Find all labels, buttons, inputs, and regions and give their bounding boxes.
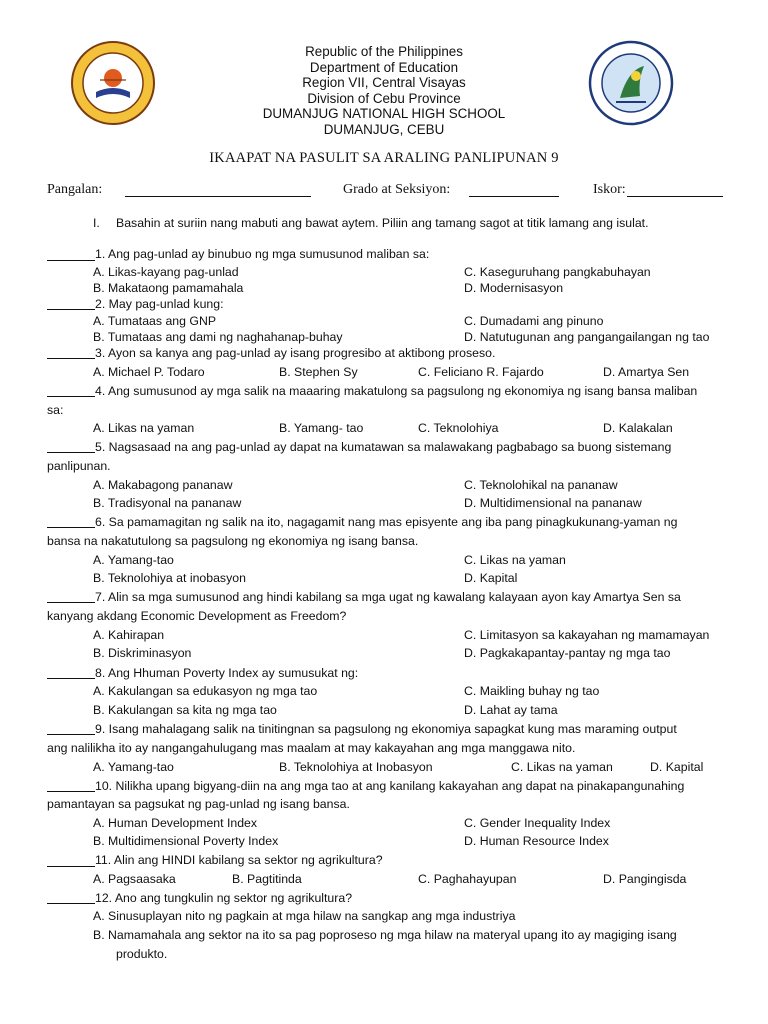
choice-b: B. Pagtitinda xyxy=(232,872,302,886)
choice-d: D. Pangingisda xyxy=(603,872,687,886)
answer-blank[interactable] xyxy=(47,309,95,310)
name-field[interactable] xyxy=(125,196,311,197)
choice-b: B. Multidimensional Poverty Index xyxy=(93,834,279,848)
question-text: 10. Nilikha upang bigyang-diin na ang mga tao at ang kanilang kakayahan ang dapat na pinakapangunahing xyxy=(95,779,685,793)
choice-c: C. Likas na yaman xyxy=(511,760,613,774)
answer-blank[interactable] xyxy=(47,866,95,867)
answer-blank[interactable] xyxy=(47,527,95,528)
choice-b: B. Namamahala ang sektor na ito sa pag poproseso ng mga hilaw na materyal upang ito ay magiging isang xyxy=(93,928,677,942)
choice-d: D. Natutugunan ang pangangailangan ng tao xyxy=(464,330,710,344)
choice-a: A. Sinusuplayan nito ng pagkain at mga hilaw na sangkap ang mga industriya xyxy=(93,909,516,923)
instruction-text: Basahin at suriin nang mabuti ang bawat aytem. Piliin ang tamang sagot at titik lamang ang isulat. xyxy=(116,216,649,230)
choice-a: A. Tumataas ang GNP xyxy=(93,314,217,328)
name-label: Pangalan: xyxy=(47,182,103,197)
question-text: 1. Ang pag-unlad ay binubuo ng mga sumusunod maliban sa: xyxy=(95,247,430,261)
choice-d: D. Human Resource Index xyxy=(464,834,609,848)
choice-a: A. Human Development Index xyxy=(93,816,258,830)
choice-b: B. Yamang- tao xyxy=(279,421,364,435)
choice-c: C. Gender Inequality Index xyxy=(464,816,611,830)
question-text-cont: pamantayan sa pagsukat ng pag-unlad ng isang bansa. xyxy=(47,797,350,811)
choice-d: D. Kalakalan xyxy=(603,421,673,435)
choice-a: A. Kakulangan sa edukasyon ng mga tao xyxy=(93,684,318,698)
score-field[interactable] xyxy=(627,196,723,197)
choice-b: B. Teknolohiya at Inobasyon xyxy=(279,760,433,774)
score-label: Iskor: xyxy=(593,182,626,197)
question-text: 3. Ayon sa kanya ang pag-unlad ay isang progresibo at aktibong proseso. xyxy=(95,346,496,360)
choice-a: A. Yamang-tao xyxy=(93,553,174,567)
choice-c: C. Maikling buhay ng tao xyxy=(464,684,600,698)
answer-blank[interactable] xyxy=(47,903,95,904)
choice-b: B. Kakulangan sa kita ng mga tao xyxy=(93,703,277,717)
choice-d: D. Amartya Sen xyxy=(603,365,690,379)
question-text: 12. Ano ang tungkulin ng sektor ng agrikultura? xyxy=(95,891,353,905)
choice-a: A. Makabagong pananaw xyxy=(93,478,233,492)
header-line: Department of Education xyxy=(309,59,459,75)
answer-blank[interactable] xyxy=(47,602,95,603)
answer-blank[interactable] xyxy=(47,678,95,679)
header-line: Division of Cebu Province xyxy=(307,90,461,106)
question-text: 7. Alin sa mga sumusunod ang hindi kabilang sa mga ugat ng kawalang kalayaan ayon kay Amartya Sen sa xyxy=(95,590,681,604)
choice-b: B. Diskriminasyon xyxy=(93,646,192,660)
choice-c: C. Kaseguruhang pangkabuhayan xyxy=(464,265,651,279)
choice-b: B. Tumataas ang dami ng naghahanap-buhay xyxy=(93,330,343,344)
answer-blank[interactable] xyxy=(47,260,95,261)
choice-b: B. Teknolohiya at inobasyon xyxy=(93,571,246,585)
question-text: 6. Sa pamamagitan ng salik na ito, nagagamit nang mas episyente ang iba pang pinagkukunang-yaman ng xyxy=(95,515,678,529)
choice-a: A. Likas na yaman xyxy=(93,421,195,435)
header-line: DUMANJUG, CEBU xyxy=(323,121,445,137)
choice-c: C. Teknolohiya xyxy=(418,421,499,435)
choice-d: D. Multidimensional na pananaw xyxy=(464,496,642,510)
choice-c: C. Dumadami ang pinuno xyxy=(464,314,604,328)
choice-d: D. Pagkakapantay-pantay ng mga tao xyxy=(464,646,671,660)
question-text: 2. May pag-unlad kung: xyxy=(95,297,224,311)
choice-a: A. Pagsaasaka xyxy=(93,872,176,886)
answer-blank[interactable] xyxy=(47,791,95,792)
grade-field[interactable] xyxy=(469,196,559,197)
choice-a: A. Kahirapan xyxy=(93,628,165,642)
choice-d: D. Kapital xyxy=(650,760,704,774)
question-text: 9. Isang mahalagang salik na tinitingnan sa pagsulong ng ekonomiya sapagkat kung mas maraming output xyxy=(95,722,677,736)
question-text-cont: panlipunan. xyxy=(47,459,111,473)
answer-blank[interactable] xyxy=(47,358,95,359)
choice-c: C. Feliciano R. Fajardo xyxy=(418,365,544,379)
header-line: Region VII, Central Visayas xyxy=(302,75,466,90)
choice-c: C. Paghahayupan xyxy=(418,872,517,886)
choice-d: D. Modernisasyon xyxy=(464,281,564,295)
answer-blank[interactable] xyxy=(47,396,95,397)
question-text-cont: ang nalilikha ito ay nangangahulugang mas maalam at may kakayahan ang mga manggawa nito. xyxy=(47,741,576,755)
question-text: 11. Alin ang HINDI kabilang sa sektor ng agrikultura? xyxy=(95,853,383,867)
header-line: Republic of the Philippines xyxy=(305,44,463,59)
answer-blank[interactable] xyxy=(47,734,95,735)
school-header xyxy=(0,44,768,137)
choice-d: D. Kapital xyxy=(464,571,518,585)
choice-d: D. Lahat ay tama xyxy=(464,703,558,717)
choice-b-cont: produkto. xyxy=(116,947,168,961)
question-text-cont: kanyang akdang Economic Development as Freedom? xyxy=(47,609,347,623)
choice-a: A. Yamang-tao xyxy=(93,760,174,774)
choice-c: C. Likas na yaman xyxy=(464,553,566,567)
question-text: 5. Nagsasaad na ang pag-unlad ay dapat na kumatawan sa malawakang pagbabago sa buong sistemang xyxy=(95,440,672,454)
choice-b: B. Stephen Sy xyxy=(279,365,358,379)
question-text: 4. Ang sumusunod ay mga salik na maaaring makatulong sa pagsulong ng ekonomiya ng isang bansa maliban xyxy=(95,384,698,398)
question-text-cont: bansa na nakatutulong sa pagsulong ng ekonomiya ng isang bansa. xyxy=(47,534,419,548)
choice-c: C. Limitasyon sa kakayahan ng mamamayan xyxy=(464,628,710,642)
choice-c: C. Teknolohikal na pananaw xyxy=(464,478,618,492)
choice-b: B. Tradisyonal na pananaw xyxy=(93,496,242,510)
grade-label: Grado at Seksiyon: xyxy=(343,182,451,197)
choice-a: A. Likas-kayang pag-unlad xyxy=(93,265,239,279)
exam-title: IKAAPAT NA PASULIT SA ARALING PANLIPUNAN 9 xyxy=(209,150,559,166)
question-text: 8. Ang Hhuman Poverty Index ay sumusukat ng: xyxy=(95,666,359,680)
answer-blank[interactable] xyxy=(47,452,95,453)
header-line: DUMANJUG NATIONAL HIGH SCHOOL xyxy=(262,106,506,121)
choice-b: B. Makataong pamamahala xyxy=(93,281,244,295)
choice-a: A. Michael P. Todaro xyxy=(93,365,205,379)
question-text-cont: sa: xyxy=(47,403,64,417)
instruction-number: I. xyxy=(93,216,100,230)
